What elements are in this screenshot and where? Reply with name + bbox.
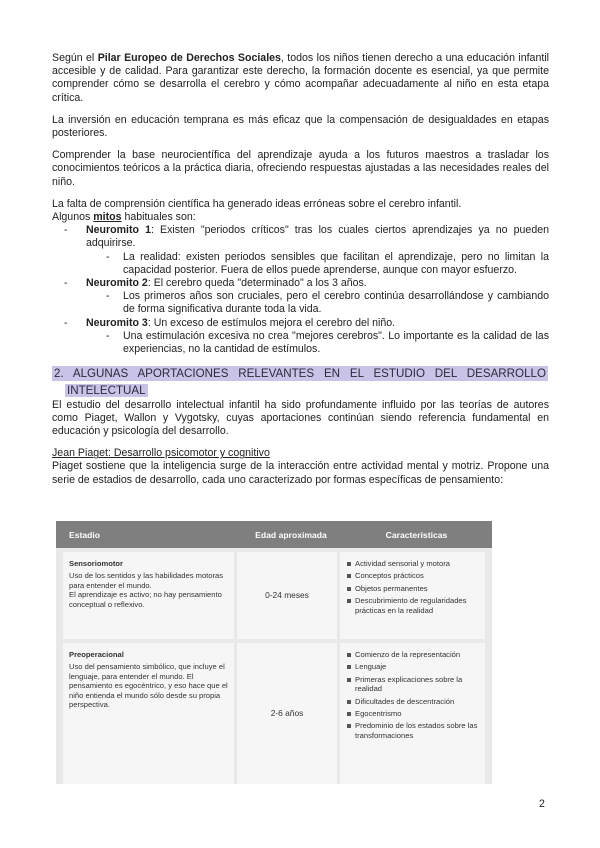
table-row (63, 643, 485, 784)
feature-item: Objetos permanentes (346, 584, 479, 593)
feature-item: Lenguaje (346, 662, 479, 671)
text: Según el (52, 52, 98, 64)
myth-text: : Un exceso de estímulos mejora el cerebro del niño. (147, 316, 396, 329)
myth-title: Neuromito 2 (86, 277, 148, 290)
column-header: Estadio (69, 529, 101, 540)
stage-description: Uso de los sentidos y las habilidades motoras para entender el mundo. (69, 571, 224, 590)
text: , todos los niños tienen derecho a una educación infantil accesible y de calidad. Para garantizar este derecho, la formación docente es esencial, ya que permite comprender cómo se desarrolla el cerebro y cómo acompañar adecuadamente al niño en esta etapa crítica. (52, 52, 549, 104)
stage-age: 2-6 años (270, 707, 304, 718)
text: Algunos (52, 211, 94, 224)
stage-cell (63, 643, 234, 784)
feature-item: Egocentrismo (346, 709, 479, 718)
stage-description: El aprendizaje es activo; no hay pensamiento conceptual o reflexivo. (69, 590, 222, 609)
stage-description: Uso del pensamiento simbólico, que incluye el lenguaje, para entender el mundo. El pensamiento es egocéntrico, y eso hace que el niño entienda el mundo sólo desde su propia perspectiva. (69, 662, 228, 710)
paragraph-myths-intro (52, 198, 549, 224)
feature-item: Conceptos prácticos (346, 571, 479, 580)
features-list (346, 650, 479, 740)
myth-reality: - Una estimulación excesiva no crea "mejores cerebros". Lo importante es la calidad de las experiencias, no la cantidad de estímulos. (86, 330, 549, 356)
age-cell (237, 643, 337, 784)
stage-age: 0-24 meses (265, 589, 309, 600)
section-heading-line: INTELECTUAL (67, 383, 146, 397)
bold-term: Pilar Europeo de Derechos Sociales (97, 52, 281, 64)
age-cell (237, 552, 337, 639)
stage-cell (63, 552, 234, 639)
feature-item: Descubrimiento de regularidades prácticas en la realidad (346, 596, 479, 615)
table-header (56, 521, 492, 548)
feature-item: Dificultades de descentración (346, 697, 479, 706)
feature-item: Comienzo de la representación (346, 650, 479, 659)
feature-item: Actividad sensorial y motora (346, 559, 479, 568)
paragraph-piaget: Piaget sostiene que la inteligencia surge de la interacción entre actividad mental y motriz. Propone una serie de estadios de desarrollo, cada uno caracterizado por formas específicas de pensamiento: (52, 460, 549, 486)
myths-list (52, 224, 549, 356)
paragraph-social-rights (52, 52, 549, 105)
paragraph-investment: La inversión en educación temprana es más eficaz que la compensación de desigualdades en etapas posteriores. (52, 113, 549, 140)
myth-text: : Existen "periodos críticos" tras los cuales ciertos aprendizajes ya no pueden adquirirse. (86, 224, 549, 250)
myth-title: Neuromito 1 (86, 224, 151, 237)
piaget-stages-table (56, 521, 492, 784)
myths-link[interactable]: mitos (93, 211, 122, 224)
column-header: Edad aproximada (255, 529, 327, 540)
myth-reality: - Los primeros años son cruciales, pero el cerebro continúa desarrollándose y cambiando de forma significativa durante toda la vida. (86, 290, 549, 316)
features-cell (340, 643, 485, 784)
features-cell (340, 552, 485, 639)
feature-item: Predominio de los estados sobre las transformaciones (346, 721, 479, 740)
myth-reality: - La realidad: existen periodos sensibles que facilitan el aprendizaje, pero no limitan la capacidad posterior. Fuera de ellos puede aprenderse, aunque con mayor esfuerzo. (86, 251, 549, 277)
document-body (52, 52, 549, 487)
stage-name: Preoperacional (69, 650, 124, 659)
paragraph-section-intro: El estudio del desarrollo intelectual infantil ha sido profundamente influido por las teorías de autores como Piaget, Wallon y Vygotsky, cuyas aportaciones continúan siendo referencia fundamental en educación y psicología del desarrollo. (52, 398, 549, 438)
section-heading (52, 366, 549, 398)
features-list (346, 559, 479, 615)
table-row (63, 552, 485, 639)
list-item (52, 224, 549, 277)
myth-title: Neuromito 3 (86, 316, 148, 329)
column-header: Características (385, 529, 448, 540)
myth-text: : El cerebro queda "determinado" a los 3 años. (147, 277, 367, 290)
list-item (52, 317, 549, 357)
stage-name: Sensoriomotor (69, 559, 124, 568)
feature-item: Primeras explicaciones sobre la realidad (346, 675, 479, 694)
text: La falta de comprensión científica ha generado ideas erróneas sobre el cerebro infantil. (52, 197, 462, 210)
text: habituales son: (121, 211, 196, 224)
list-item (52, 277, 549, 317)
paragraph-neuroscience: Comprender la base neurocientífica del aprendizaje ayuda a los futuros maestros a trasladar los conocimientos teóricos a la práctica diaria, ofreciendo respuestas ajustadas a las necesidades reales del niño. (52, 149, 549, 188)
piaget-title: Jean Piaget: Desarrollo psicomotor y cognitivo (52, 447, 270, 460)
section-heading-line: 2. ALGUNAS APORTACIONES RELEVANTES EN EL ESTUDIO DEL DESARROLLO (54, 367, 546, 381)
page-number: 2 (539, 798, 545, 810)
